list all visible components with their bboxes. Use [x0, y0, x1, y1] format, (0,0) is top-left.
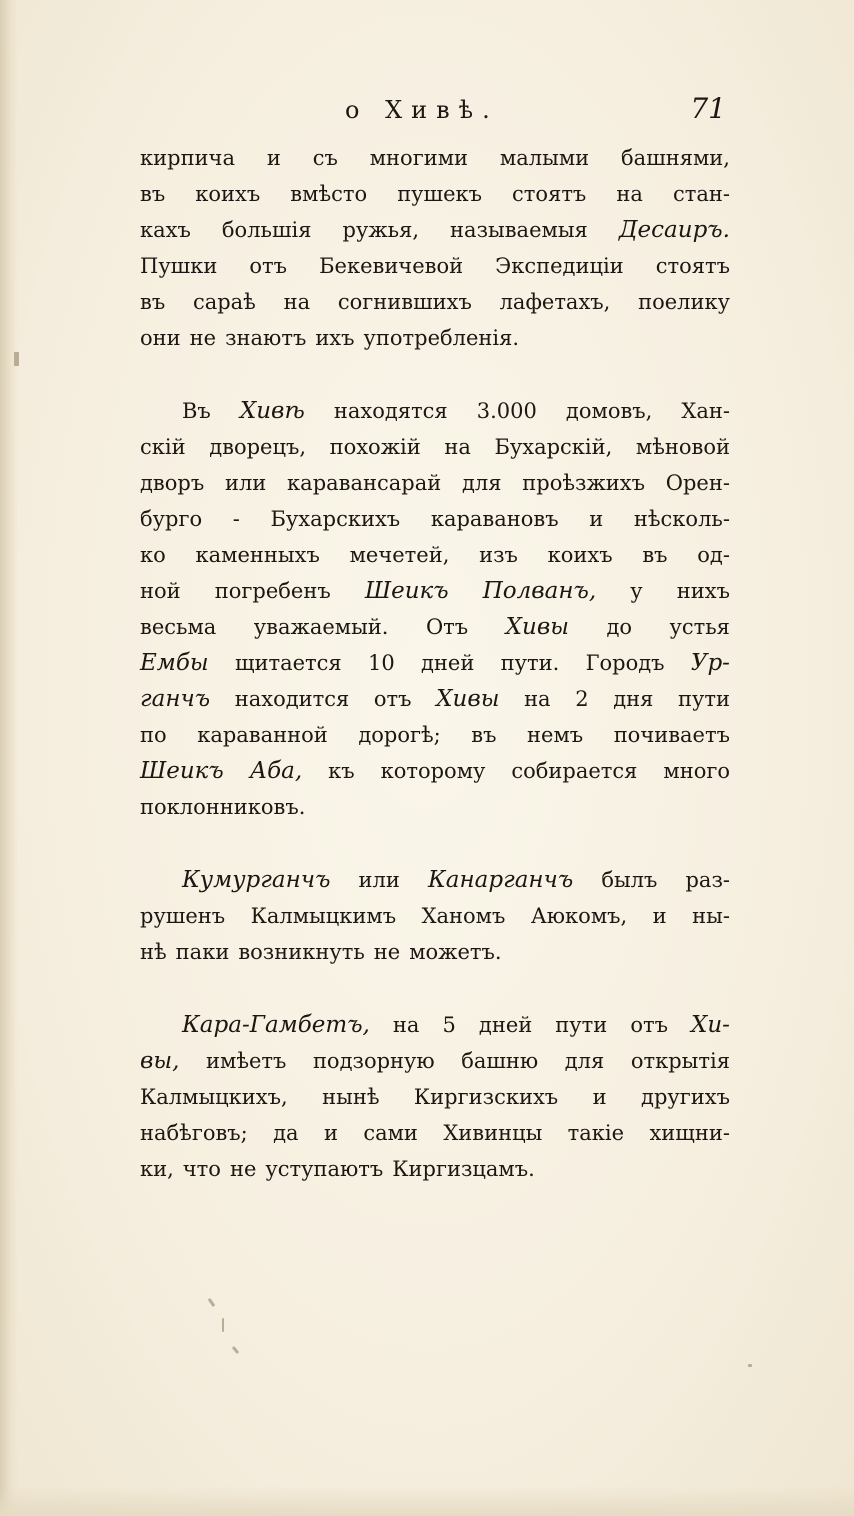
word: кирпича: [140, 146, 235, 170]
word: подзорную: [312, 1049, 435, 1073]
word: для: [462, 471, 502, 495]
word: Калмыцкихъ,: [140, 1085, 288, 1109]
text-line: [140, 1043, 730, 1079]
word: мечетей,: [349, 543, 450, 567]
paragraph-gap: [140, 825, 730, 862]
text-line: [140, 1151, 730, 1187]
text-line: [140, 898, 730, 934]
italic-word: Ембы: [140, 650, 209, 676]
word: большія: [221, 218, 312, 242]
word: погребенъ: [214, 579, 331, 603]
word: Калмыцкимъ: [250, 904, 397, 928]
italic-word: Хивы: [505, 614, 569, 640]
word: ихъ: [315, 326, 355, 350]
word: дорогѣ;: [358, 723, 441, 747]
page-number: 71: [690, 92, 726, 125]
word: они: [140, 326, 181, 350]
word: Городъ: [585, 651, 665, 675]
word: и: [592, 1085, 607, 1109]
word: коихъ: [195, 182, 261, 206]
word: или: [224, 471, 267, 495]
word: на: [444, 435, 471, 459]
text-line: [140, 753, 730, 789]
word: Пушки: [140, 254, 218, 278]
word: стоятъ: [512, 182, 587, 206]
word: караванной: [197, 723, 328, 747]
page-bottom-shadow: [0, 1486, 854, 1516]
word: нѣ: [140, 940, 167, 964]
text-line: [140, 681, 730, 717]
word: почиваетъ: [613, 723, 730, 747]
word: не: [189, 326, 217, 350]
word: къ: [328, 759, 355, 783]
word: нѣсколь-: [633, 507, 730, 531]
word: не: [229, 1157, 257, 1181]
word: не: [373, 940, 401, 964]
word: сараѣ: [192, 290, 256, 314]
word: ки,: [140, 1157, 174, 1181]
italic-word: Канарганчъ: [427, 867, 574, 893]
word: скій: [140, 435, 186, 459]
word: ной: [140, 579, 181, 603]
word: щитается: [234, 651, 342, 675]
word: Хивинцы: [443, 1121, 543, 1145]
word: 5: [442, 1013, 456, 1037]
word: каравановъ: [430, 507, 559, 531]
text-line: [140, 176, 730, 212]
word: нынѣ: [322, 1085, 380, 1109]
word: Бекевичевой: [319, 254, 464, 278]
word: употребленія.: [363, 326, 520, 350]
word: малыми: [499, 146, 590, 170]
page-header: [140, 92, 730, 132]
word: устья: [669, 615, 730, 639]
word: весьма: [140, 615, 217, 639]
text-line: [140, 1007, 730, 1043]
word: называемыя: [450, 218, 588, 242]
word: дней: [478, 1013, 533, 1037]
word: отъ: [249, 254, 288, 278]
word: коихъ: [547, 543, 613, 567]
word: хищни-: [649, 1121, 730, 1145]
text-line: [140, 862, 730, 898]
word: такіе: [567, 1121, 625, 1145]
word: каравансарай: [287, 471, 442, 495]
word: раз-: [685, 868, 730, 892]
paragraph-gap: [140, 970, 730, 1007]
word: въ: [140, 182, 166, 206]
word: да: [273, 1121, 299, 1145]
word: по: [140, 723, 167, 747]
body-text: [140, 140, 730, 1187]
word: для: [564, 1049, 605, 1073]
italic-word: Хи-: [690, 1012, 730, 1038]
text-line: [140, 789, 730, 825]
word: башнями,: [621, 146, 730, 170]
italic-word: Ур-: [690, 650, 730, 676]
word: вмѣсто: [290, 182, 368, 206]
word: каменныхъ: [195, 543, 320, 567]
word: дворъ: [140, 471, 205, 495]
word: на: [283, 290, 311, 314]
word: и: [652, 904, 667, 928]
word: на: [392, 1013, 420, 1037]
word: пути: [677, 687, 730, 711]
italic-word: Шеикъ: [140, 758, 224, 784]
word: что: [182, 1157, 221, 1181]
word: похожій: [329, 435, 421, 459]
word: дней: [420, 651, 475, 675]
paragraph: [140, 1007, 730, 1187]
paragraph: [140, 862, 730, 970]
text-line: [140, 645, 730, 681]
word: уступаютъ: [265, 1157, 384, 1181]
word: у: [630, 579, 643, 603]
word: нихъ: [676, 579, 730, 603]
text-line: [140, 465, 730, 501]
word: Отъ: [425, 615, 469, 639]
word: отъ: [373, 687, 412, 711]
word: Ханомъ: [421, 904, 506, 928]
word: собирается: [511, 759, 638, 783]
word: имѣетъ: [205, 1049, 287, 1073]
italic-word: вы,: [140, 1048, 180, 1074]
text-line: [140, 573, 730, 609]
word: од-: [697, 543, 730, 567]
word: много: [663, 759, 730, 783]
text-line: [140, 934, 730, 970]
word: Киргизскихъ: [413, 1085, 559, 1109]
word: до: [606, 615, 633, 639]
text-line: [140, 393, 730, 429]
word: стан-: [672, 182, 730, 206]
word: знаютъ: [225, 326, 307, 350]
paper-mark: [748, 1364, 752, 1367]
word: Въ: [182, 399, 211, 423]
word: лафетахъ,: [499, 290, 611, 314]
word: Киргизцамъ.: [392, 1157, 535, 1181]
text-line: [140, 140, 730, 176]
word: Экспедиціи: [495, 254, 624, 278]
word: паки: [175, 940, 230, 964]
word: пушекъ: [397, 182, 482, 206]
word: сами: [363, 1121, 418, 1145]
paragraph: [140, 393, 730, 825]
paper-mark: [14, 352, 19, 366]
word: ко: [140, 543, 166, 567]
word: былъ: [601, 868, 658, 892]
word: набѣговъ;: [140, 1121, 248, 1145]
word: Бухарскихъ: [270, 507, 401, 531]
word: на: [616, 182, 643, 206]
word: дня: [613, 687, 654, 711]
word: ны-: [692, 904, 730, 928]
word: 10: [367, 651, 395, 675]
word: Хан-: [681, 399, 730, 423]
word: и: [589, 507, 604, 531]
word: съ: [312, 146, 338, 170]
text-line: [140, 212, 730, 248]
word: башню: [461, 1049, 539, 1073]
italic-word: Кумурганчъ: [182, 867, 331, 893]
word: 3.000: [476, 399, 537, 423]
paragraph: [140, 140, 730, 356]
word: бурго: [140, 507, 203, 531]
word: рушенъ: [140, 904, 226, 928]
word: согнившихъ: [337, 290, 472, 314]
word: другихъ: [641, 1085, 730, 1109]
word: пути.: [500, 651, 560, 675]
paper-mark: [222, 1318, 224, 1332]
word: можетъ.: [409, 940, 502, 964]
text-line: [140, 320, 730, 356]
word: ружья,: [342, 218, 419, 242]
word: открытія: [630, 1049, 730, 1073]
word: Бухарскій,: [494, 435, 613, 459]
paper-mark: [208, 1298, 216, 1307]
word: -: [232, 507, 240, 531]
italic-word: Полванъ,: [482, 578, 597, 604]
word: многими: [369, 146, 469, 170]
text-line: [140, 429, 730, 465]
text-line: [140, 248, 730, 284]
word: и: [323, 1121, 338, 1145]
word: домовъ,: [565, 399, 653, 423]
word: мѣновой: [635, 435, 730, 459]
italic-word: Хивы: [436, 686, 500, 712]
text-line: [140, 1115, 730, 1151]
word: въ: [140, 290, 166, 314]
word: которому: [380, 759, 486, 783]
word: изъ: [479, 543, 518, 567]
text-line: [140, 501, 730, 537]
page-binding-shadow: [0, 0, 18, 1516]
text-line: [140, 537, 730, 573]
italic-word: ганчъ: [140, 686, 211, 712]
text-line: [140, 1079, 730, 1115]
word: поелику: [638, 290, 730, 314]
text-line: [140, 284, 730, 320]
text-line: [140, 609, 730, 645]
running-head: о Хивѣ.: [345, 96, 499, 124]
word: стоятъ: [655, 254, 730, 278]
word: кахъ: [140, 218, 191, 242]
paper-mark: [232, 1346, 239, 1354]
word: находятся: [333, 399, 448, 423]
italic-word: Хивѣ: [239, 398, 305, 424]
word: 2: [575, 687, 589, 711]
italic-word: Десаиръ.: [618, 217, 730, 243]
word: и: [266, 146, 281, 170]
word: или: [358, 868, 400, 892]
word: проѣзжихъ: [522, 471, 645, 495]
italic-word: Шеикъ: [364, 578, 449, 604]
paragraph-gap: [140, 356, 730, 393]
word: уважаемый.: [253, 615, 389, 639]
word: Аюкомъ,: [530, 904, 628, 928]
word: пути: [555, 1013, 608, 1037]
word: поклонниковъ.: [140, 795, 306, 819]
italic-word: Аба,: [249, 758, 303, 784]
italic-word: Кара-Гамбетъ,: [182, 1012, 370, 1038]
word: въ: [471, 723, 497, 747]
word: отъ: [630, 1013, 668, 1037]
word: находится: [234, 687, 350, 711]
text-line: [140, 717, 730, 753]
word: Орен-: [665, 471, 730, 495]
word: на: [524, 687, 551, 711]
word: возникнуть: [238, 940, 365, 964]
word: немъ: [527, 723, 584, 747]
word: въ: [642, 543, 668, 567]
word: дворецъ,: [209, 435, 306, 459]
